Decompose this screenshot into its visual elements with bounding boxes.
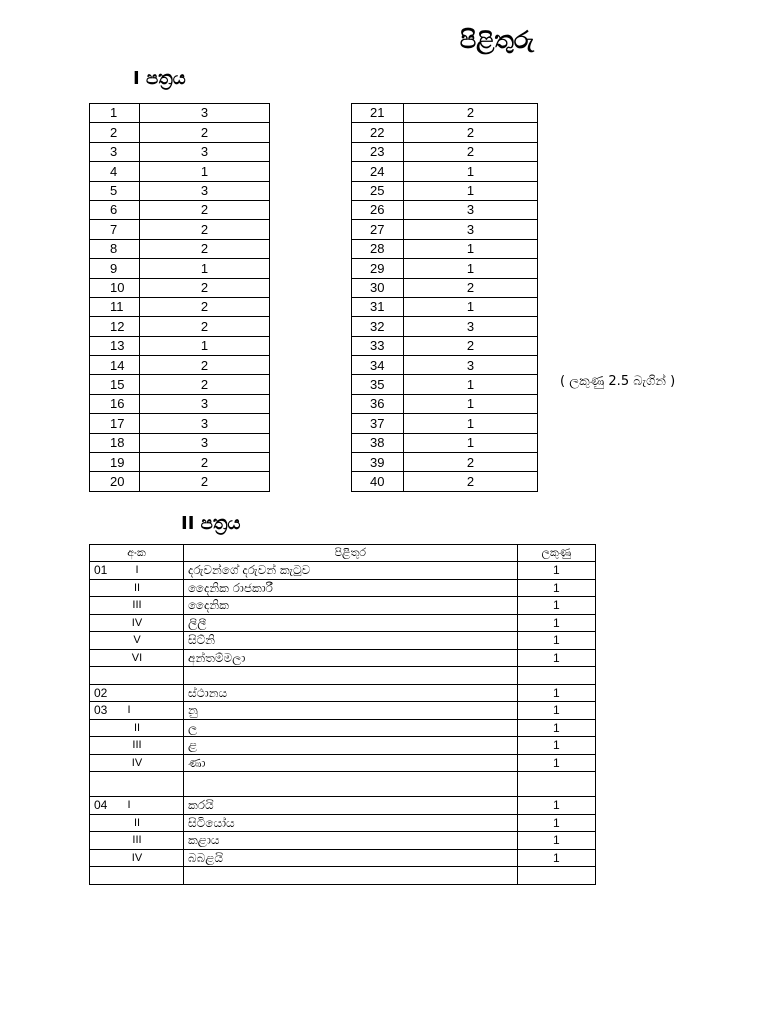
marks-value: 1 [517,649,595,667]
question-number: 4 [90,162,140,181]
answer-value: 3 [140,104,270,123]
sub-question-number: IV [131,616,143,629]
question-number: 28 [352,239,404,258]
question-number: 1 [90,104,140,123]
answer-value: 2 [404,104,538,123]
question-number: 12 [90,317,140,336]
question-number: 10 [90,278,140,297]
answer-value: 2 [140,297,270,316]
answer-value: 1 [404,297,538,316]
part1-heading: I පත්‍රය [133,68,186,89]
table-row [90,597,596,615]
empty-cell [90,867,184,885]
question-number: 35 [352,375,404,394]
number-cell [90,832,184,850]
question-number: 13 [90,336,140,355]
answer-value: 1 [404,259,538,278]
question-number: 19 [90,453,140,472]
question-number: 36 [352,394,404,413]
answer-text: කරයි [184,797,518,815]
part1-answer-table-left [89,103,270,492]
empty-cell [184,772,518,797]
answer-value: 2 [140,453,270,472]
table-row [352,123,538,142]
table-row [90,336,270,355]
sub-question-number: II [133,721,141,734]
number-cell [90,702,184,720]
question-number: 29 [352,259,404,278]
table-row [352,375,538,394]
sub-question-number: IV [131,756,143,769]
sub-question-number: II [133,581,141,594]
table-row [90,259,270,278]
answer-value: 3 [404,356,538,375]
empty-cell [184,667,518,685]
empty-cell [517,772,595,797]
question-number: 5 [90,181,140,200]
table-row [352,181,538,200]
table-row [352,200,538,219]
answer-value: 2 [140,239,270,258]
answer-value: 1 [404,181,538,200]
answer-text: සිටියෝය [184,814,518,832]
answer-value: 3 [404,200,538,219]
question-number: 16 [90,394,140,413]
part2-answer-table [89,544,596,885]
marks-value: 1 [517,702,595,720]
sub-question-number: IV [131,851,143,864]
marks-value: 1 [517,814,595,832]
answer-text: දෛනික [184,597,518,615]
table-row [90,433,270,452]
header-marks: ලකුණු [517,545,595,562]
answer-value: 3 [140,142,270,161]
answer-text: දරුවන්ගේ දරුවන් කැටුව [184,562,518,580]
table-row [90,278,270,297]
marks-note: ( ලකුණු 2.5 බැගින් ) [560,374,676,389]
table-row [90,375,270,394]
table-row [90,220,270,239]
number-cell [90,684,184,702]
answer-value: 3 [140,181,270,200]
table-row [90,453,270,472]
answer-value: 3 [140,394,270,413]
number-cell [90,719,184,737]
table-row [90,754,596,772]
question-number: 2 [90,123,140,142]
number-cell [90,754,184,772]
question-number: 34 [352,356,404,375]
part2-heading: II පත්‍රය [181,513,241,534]
answer-value: 3 [140,433,270,452]
answer-value: 2 [140,123,270,142]
question-number: 6 [90,200,140,219]
table-row-blank [90,867,596,885]
marks-value: 1 [517,579,595,597]
marks-value: 1 [517,832,595,850]
number-cell [90,632,184,650]
question-number: 11 [90,297,140,316]
question-number: 21 [352,104,404,123]
table-row [352,142,538,161]
table-row [352,414,538,433]
question-number: 02 [94,685,108,700]
sub-question-number: V [133,634,141,646]
table-row [90,394,270,413]
part1-answer-table-right [351,103,538,492]
answer-value: 1 [140,162,270,181]
table-row [90,239,270,258]
table-row [352,278,538,297]
answer-text: කළාය [184,832,518,850]
table-row [90,702,596,720]
number-cell [90,597,184,615]
marks-value: 1 [517,597,595,615]
table-row [90,684,596,702]
table-row-blank [90,772,596,797]
answer-value: 1 [404,414,538,433]
sub-question-number: I [135,564,139,576]
number-cell [90,649,184,667]
table-row [90,649,596,667]
sub-question-number: VI [131,651,143,664]
table-row [352,336,538,355]
question-number: 3 [90,142,140,161]
answer-value: 2 [140,278,270,297]
question-number: 27 [352,220,404,239]
question-number: 9 [90,259,140,278]
table-row [90,317,270,336]
answer-text: ල [184,719,518,737]
marks-value: 1 [517,614,595,632]
answer-value: 2 [140,375,270,394]
question-number: 25 [352,181,404,200]
answer-value: 1 [404,394,538,413]
table-row [90,797,596,815]
sub-question-number: III [132,739,142,751]
table-row [352,239,538,258]
table-row [90,297,270,316]
answer-value: 2 [404,472,538,491]
question-number: 7 [90,220,140,239]
answer-value: 3 [140,414,270,433]
table-row [90,200,270,219]
table-row [90,737,596,755]
answer-text: දෛනික රාජකාරී [184,579,518,597]
marks-value: 1 [517,754,595,772]
question-number: 33 [352,336,404,355]
table-row [90,632,596,650]
table-row [90,832,596,850]
answer-value: 2 [140,220,270,239]
empty-cell [90,667,184,685]
answer-value: 1 [404,375,538,394]
sub-question-number: II [133,816,141,829]
table-row [352,162,538,181]
question-number: 22 [352,123,404,142]
table-row [352,297,538,316]
table-row [352,104,538,123]
header-number: අංක [90,545,184,562]
question-number: 23 [352,142,404,161]
table-row-blank [90,667,596,685]
question-number: 37 [352,414,404,433]
table-header-row [90,545,596,562]
question-number: 32 [352,317,404,336]
number-cell [90,737,184,755]
table-row [90,472,270,491]
answer-value: 2 [404,453,538,472]
table-row [352,220,538,239]
answer-text: සිට්නි [184,632,518,650]
number-cell [90,797,184,815]
table-row [90,562,596,580]
question-number: 38 [352,433,404,452]
table-row [90,162,270,181]
answer-value: 1 [140,336,270,355]
empty-cell [517,867,595,885]
answer-value: 1 [404,433,538,452]
table-row [352,356,538,375]
question-number: 26 [352,200,404,219]
answer-text: ලිලී [184,614,518,632]
page-title: පිළිතුරු [459,26,534,54]
question-number: 31 [352,297,404,316]
answer-value: 1 [404,162,538,181]
table-row [90,614,596,632]
answer-text: ස්ථානය [184,684,518,702]
answer-value: 1 [404,239,538,258]
answer-text: ළ [184,737,518,755]
question-number: 20 [90,472,140,491]
answer-value: 2 [404,278,538,297]
table-row [90,579,596,597]
question-number: 01 [94,563,108,577]
table-row [90,414,270,433]
sub-question-number: I [127,704,131,716]
number-cell [90,849,184,867]
marks-value: 1 [517,849,595,867]
answer-value: 2 [140,356,270,375]
sub-question-number: III [132,599,142,611]
number-cell [90,579,184,597]
table-row [90,142,270,161]
answer-value: 3 [404,220,538,239]
answer-value: 1 [140,259,270,278]
table-row [352,394,538,413]
sub-question-number: III [132,834,142,846]
answer-value: 2 [140,472,270,491]
empty-cell [90,772,184,797]
table-row [90,104,270,123]
answer-text: ණා [184,754,518,772]
table-row [90,356,270,375]
empty-cell [184,867,518,885]
empty-cell [517,667,595,685]
table-row [352,453,538,472]
table-row [352,433,538,452]
marks-value: 1 [517,719,595,737]
question-number: 14 [90,356,140,375]
answer-value: 2 [140,200,270,219]
question-number: 40 [352,472,404,491]
header-answer: පිළිතුර [184,545,518,562]
table-row [90,181,270,200]
marks-value: 1 [517,632,595,650]
marks-value: 1 [517,797,595,815]
table-row [352,317,538,336]
question-number: 24 [352,162,404,181]
marks-value: 1 [517,737,595,755]
table-row [90,123,270,142]
question-number: 03 [94,703,108,717]
table-row [90,814,596,832]
question-number: 39 [352,453,404,472]
table-row [90,849,596,867]
question-number: 8 [90,239,140,258]
answer-value: 2 [404,336,538,355]
table-row [352,259,538,278]
answer-text: බබළයි [184,849,518,867]
sub-question-number: I [127,799,131,811]
answer-value: 2 [404,123,538,142]
question-number: 15 [90,375,140,394]
answer-text: නු [184,702,518,720]
question-number: 04 [94,798,108,812]
table-row [352,472,538,491]
marks-value: 1 [517,562,595,580]
number-cell [90,562,184,580]
answer-text: අන්තම්මලා [184,649,518,667]
number-cell [90,614,184,632]
question-number: 18 [90,433,140,452]
question-number: 17 [90,414,140,433]
answer-value: 3 [404,317,538,336]
answer-value: 2 [140,317,270,336]
marks-value: 1 [517,684,595,702]
number-cell [90,814,184,832]
question-number: 30 [352,278,404,297]
table-row [90,719,596,737]
answer-value: 2 [404,142,538,161]
